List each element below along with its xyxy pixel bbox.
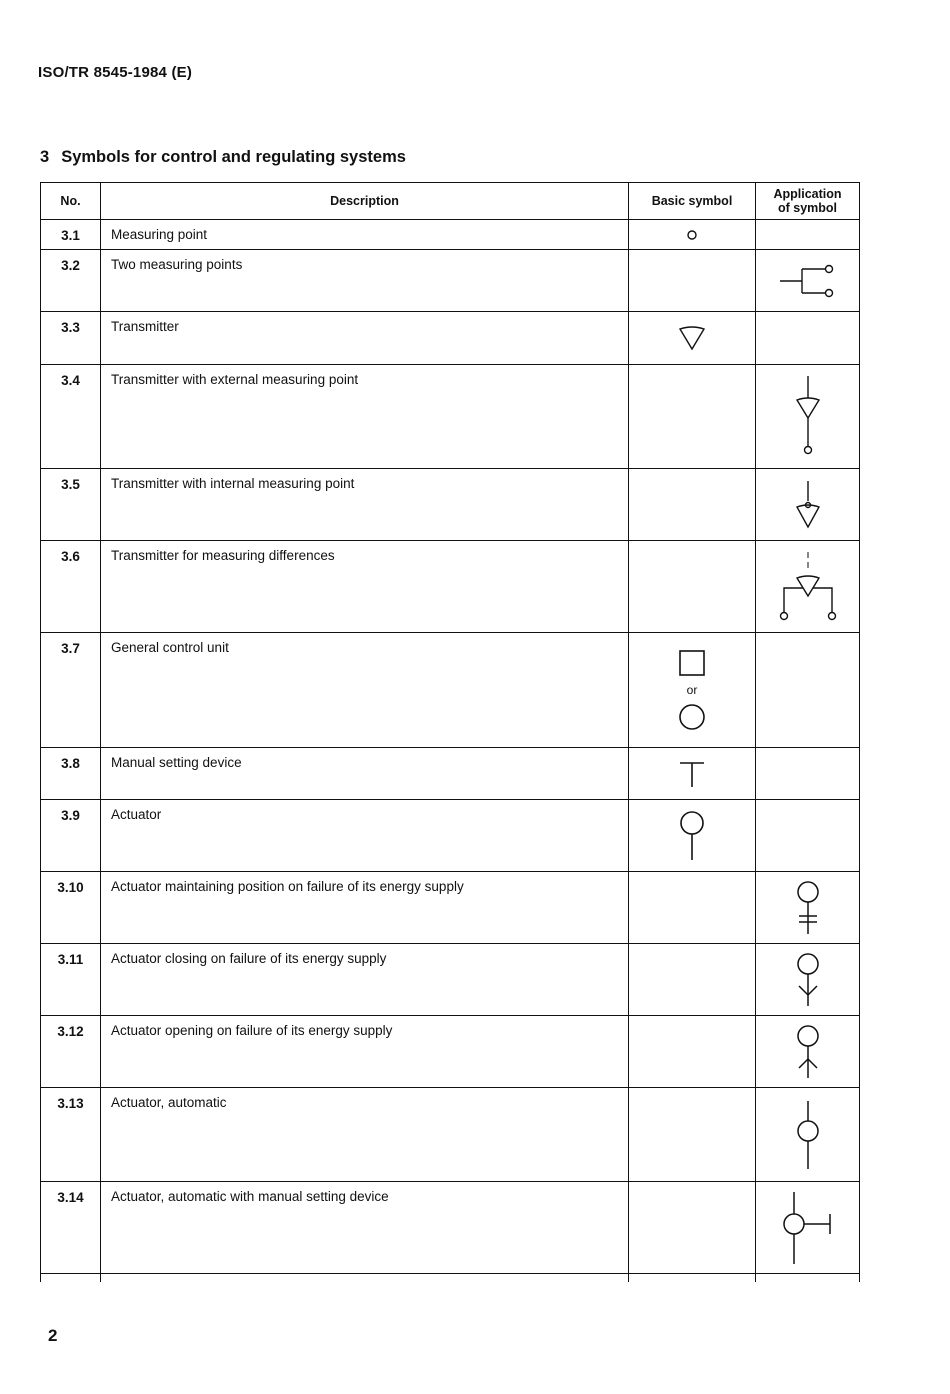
row-description: Manual setting device	[101, 748, 629, 799]
application-symbol-cell	[756, 748, 859, 799]
row-number: 3.4	[41, 365, 101, 468]
document-id: ISO/TR 8545-1984 (E)	[38, 64, 193, 81]
small-circle-icon	[686, 229, 698, 241]
table-row	[41, 633, 859, 748]
transmitter-differences-icon	[776, 550, 840, 624]
table-row	[41, 250, 859, 312]
row-number: 3.12	[41, 1016, 101, 1087]
table-row	[41, 944, 859, 1016]
application-symbol-cell	[756, 541, 859, 632]
row-number: 3.3	[41, 312, 101, 364]
basic-symbol-cell	[629, 469, 756, 540]
table-row	[41, 748, 859, 800]
table-row	[41, 1016, 859, 1088]
header-no: No.	[41, 183, 101, 219]
actuator-automatic-icon	[794, 1099, 822, 1171]
application-symbol-cell	[756, 312, 859, 364]
basic-symbol-cell	[629, 1016, 756, 1087]
transmitter-internal-point-icon	[793, 479, 823, 531]
table-row	[41, 872, 859, 944]
row-description: General control unit	[101, 633, 629, 747]
application-symbol-cell	[756, 800, 859, 871]
table-row	[41, 541, 859, 633]
basic-symbol-cell	[629, 633, 756, 747]
row-description: Transmitter with external measuring point	[101, 365, 629, 468]
basic-symbol-cell	[629, 1182, 756, 1273]
row-number: 3.6	[41, 541, 101, 632]
table-row	[41, 1088, 859, 1182]
table-row	[41, 1182, 859, 1274]
header-description: Description	[101, 183, 629, 219]
row-number: 3.2	[41, 250, 101, 311]
row-description: Two measuring points	[101, 250, 629, 311]
table-header-row	[41, 183, 859, 220]
row-number: 3.9	[41, 800, 101, 871]
header-application-line2: of symbol	[777, 201, 838, 215]
row-description: Actuator	[101, 800, 629, 871]
row-number: 3.13	[41, 1088, 101, 1181]
table-row	[41, 312, 859, 365]
row-description: Actuator closing on failure of its energy supply	[101, 944, 629, 1015]
basic-symbol-cell	[629, 800, 756, 871]
basic-symbol-cell	[629, 250, 756, 311]
application-symbol-cell	[756, 633, 859, 747]
circle-icon	[678, 703, 706, 731]
or-text: or	[686, 683, 698, 697]
header-basic-symbol: Basic symbol	[629, 183, 756, 219]
application-symbol-cell	[756, 944, 859, 1015]
actuator-maintain-icon	[794, 880, 822, 936]
row-number: 3.5	[41, 469, 101, 540]
actuator-automatic-manual-icon	[780, 1190, 836, 1266]
row-description: Transmitter with internal measuring point	[101, 469, 629, 540]
table-row	[41, 469, 859, 541]
actuator-opening-icon	[794, 1024, 822, 1080]
table-row	[41, 220, 859, 250]
basic-symbol-cell	[629, 872, 756, 943]
basic-symbol-cell	[629, 1088, 756, 1181]
triangle-down-icon	[677, 325, 707, 351]
section-number: 3	[40, 148, 50, 166]
row-number: 3.7	[41, 633, 101, 747]
row-description: Actuator maintaining position on failure of its energy supply	[101, 872, 629, 943]
application-symbol-cell	[756, 1088, 859, 1181]
application-symbol-cell	[756, 1182, 859, 1273]
table-tail	[41, 1274, 859, 1282]
two-measuring-points-icon	[778, 261, 838, 301]
section-title-text: Symbols for control and regulating systems	[61, 148, 406, 166]
row-description: Transmitter	[101, 312, 629, 364]
application-symbol-cell	[756, 365, 859, 468]
table-row	[41, 800, 859, 872]
row-number: 3.8	[41, 748, 101, 799]
row-description: Actuator, automatic with manual setting device	[101, 1182, 629, 1273]
application-symbol-cell	[756, 469, 859, 540]
square-icon	[678, 649, 706, 677]
row-description: Measuring point	[101, 220, 629, 249]
page-number: 2	[48, 1326, 58, 1345]
basic-symbol-cell	[629, 944, 756, 1015]
row-number: 3.14	[41, 1182, 101, 1273]
row-number: 3.11	[41, 944, 101, 1015]
basic-symbol-cell	[629, 748, 756, 799]
application-symbol-cell	[756, 250, 859, 311]
application-symbol-cell	[756, 1016, 859, 1087]
basic-symbol-cell	[629, 220, 756, 249]
row-number: 3.10	[41, 872, 101, 943]
actuator-closing-icon	[794, 952, 822, 1008]
header-application-line1: Application	[773, 187, 842, 201]
table-row	[41, 365, 859, 469]
actuator-icon	[678, 810, 706, 862]
row-description: Actuator opening on failure of its energy supply	[101, 1016, 629, 1087]
application-symbol-cell	[756, 220, 859, 249]
t-bar-icon	[678, 759, 706, 789]
row-description: Actuator, automatic	[101, 1088, 629, 1181]
row-description: Transmitter for measuring differences	[101, 541, 629, 632]
header-application	[756, 183, 859, 219]
basic-symbol-cell	[629, 365, 756, 468]
row-number: 3.1	[41, 220, 101, 249]
application-symbol-cell	[756, 872, 859, 943]
transmitter-external-point-icon	[793, 374, 823, 460]
symbols-table	[40, 182, 860, 1282]
section-title	[40, 148, 406, 167]
basic-symbol-cell	[629, 541, 756, 632]
basic-symbol-cell	[629, 312, 756, 364]
